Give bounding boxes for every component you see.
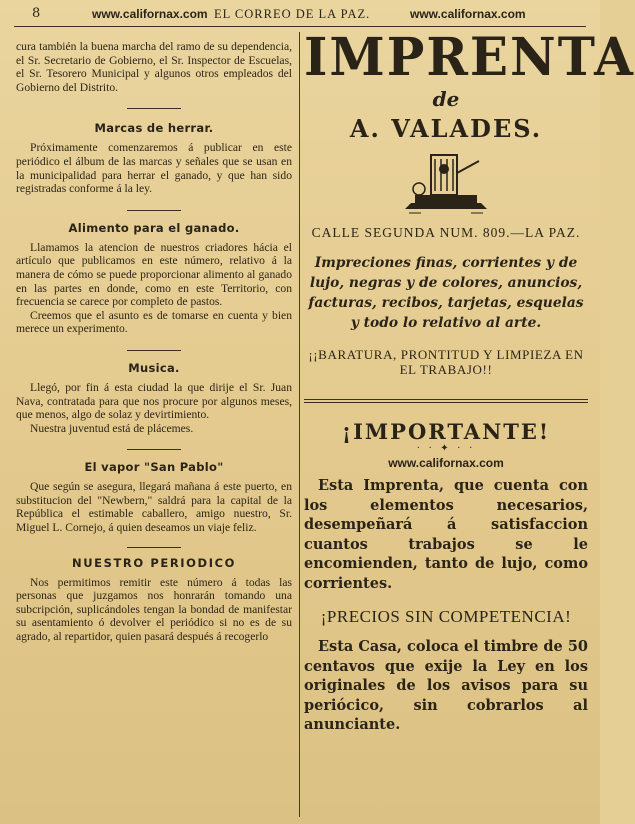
section-title: El vapor "San Pablo": [84, 460, 224, 475]
section-paragraph: Llegó, por fin á esta ciudad la que dirije el Sr. Juan Nava, contratada para que nos procure por algunos meses, que menos, algo de solaz y devirtimiento.: [16, 380, 292, 422]
section-paragraph: Llamamos la atencion de nuestros criadores hácia el artículo que publicamos en este número, relativo á la manera de cómo se puede proporcionar alimento al ganado en las partes en donde, como en este Territorio, con frecuencia se carece por completo de pastos.: [16, 240, 292, 309]
ad-address: CALLE SEGUNDA NUM. 809.—LA PAZ.: [311, 225, 581, 240]
ad-title: IMPRENTA: [304, 25, 635, 88]
ornament-dots: · · ✦ · ·: [416, 443, 476, 454]
section-paragraph: Nuestra juventud está de plácemes.: [30, 421, 194, 435]
watermark-url-right: www.californax.com: [410, 7, 526, 21]
watermark-url-left: www.californax.com: [92, 7, 208, 21]
ad-slogan: ¡¡BARATURA, PRONTITUD Y LIMPIEZA EN EL TRABAJO!!: [308, 347, 584, 377]
ad-services: Impreciones finas, corrientes y de lujo, negras y de colores, anuncios, facturas, recibos, tarjetas, esquelas y todo lo relativo al arte.: [308, 255, 584, 331]
casa-paragraph: Esta Casa, coloca el timbre de 50 centavos que exije la Ley en los originales de los avisos para su periócico, sin cobrarlos al anunciante.: [304, 638, 588, 733]
watermark-url-mid: www.californax.com: [388, 456, 504, 470]
section-paragraph: Próximamente comenzaremos á publicar en este periódico el álbum de las marcas y señales que se usan en la municipalidad para herrar el ganado, y que han sido registradas conforme á la ley.: [16, 141, 292, 196]
section-paragraph: Creemos que el asunto es de tomarse en cuenta y bien merece un experimento.: [16, 308, 292, 336]
section-title: NUESTRO PERIODICO: [71, 555, 236, 570]
printing-press-icon: [401, 149, 491, 219]
precios-heading: ¡PRECIOS SIN COMPETENCIA!: [320, 607, 572, 626]
section-title: Marcas de herrar.: [94, 121, 214, 136]
page-header: [0, 0, 600, 28]
page-number: 8: [32, 6, 41, 21]
ad-owner: A. VALADES.: [349, 114, 543, 143]
ad-de: de: [432, 87, 460, 111]
section-title: Alimento para el ganado.: [68, 220, 240, 235]
section-paragraph: Nos permitimos remitir este número á todas las personas que juzgamos nos honrarán tomando una subcripción, suplicándoles tengan la bondad de manifestar su asentamiento ó devolver el periódico si no es de su agrado, al repartidor, quien pasará después á recogerlo: [16, 575, 292, 644]
section-paragraph: Que según se asegura, llegará mañana á este puerto, en substitucion del "Newbern," saldrá para la capital de la República el estimable caballero, amigo nuestro, Sr. Miguel L. Cornejo, á quien deseamos un viaje feliz.: [16, 480, 292, 535]
left-column: [16, 40, 292, 644]
masthead-title: EL CORREO DE LA PAZ.: [214, 7, 371, 21]
importante-paragraph: Esta Imprenta, que cuenta con los elementos necesarios, desempeñará á satisfaccion cuantos trabajos se le encomienden, tanto de lujo, como corrientes.: [304, 477, 588, 592]
section-title: Musica.: [128, 360, 180, 375]
intro-paragraph: cura también la buena marcha del ramo de su dependencia, el Sr. Secretario de Gobierno, el Sr. Inspector de Escuelas, el Sr. Tesorero Municipal y algunos otros empleados del Gobierno del Distrito.: [16, 40, 292, 94]
column-divider: [299, 32, 300, 817]
right-column: [304, 25, 635, 735]
importante-heading: ¡IMPORTANTE!: [341, 419, 551, 444]
